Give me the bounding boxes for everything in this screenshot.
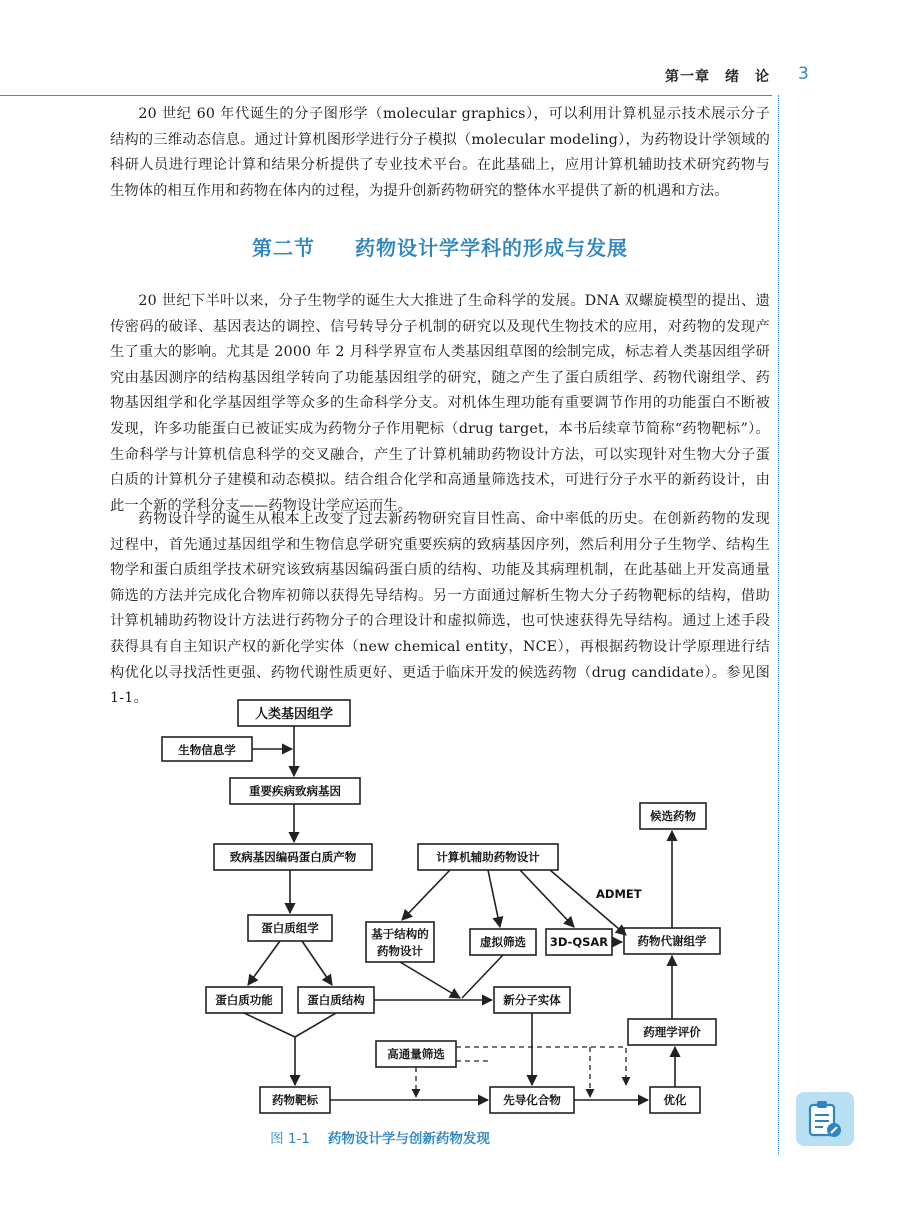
paragraph-1: 20 世纪 60 年代诞生的分子图形学（molecular graphics），可以利用计算机显示技术展示分子结构的三维动态信息。通过计算机图形学进行分子模拟（molecular modeling），为药物设计学领域的科研人员进行理论计算和结果分析提供了专业技术平台。在此基础上，应用计算机辅助技术研究药物与生物体的相互作用和药物在体内的过程，为提升创新药物研究的整体水平提供了新的机遇和方法。: [110, 106, 770, 199]
section-title: 药物设计学学科的形成与发展: [355, 236, 628, 260]
node-bioinformatics-label: 生物信息学: [178, 743, 236, 757]
side-badge[interactable]: [796, 1092, 854, 1146]
node-disease-gene-label: 重要疾病致病基因: [249, 784, 341, 798]
node-virtual-screening-label: 虚拟筛选: [480, 935, 526, 949]
edge-structure-merge: [295, 1013, 336, 1037]
admet-label: ADMET: [596, 887, 642, 901]
edge-proteomics-structure: [302, 941, 332, 985]
edge-cadd-sbdd: [402, 870, 450, 920]
node-human-genome-label: 人类基因组学: [254, 707, 334, 722]
flowchart-figure: [150, 695, 750, 1123]
edge-cadd-metabolomics: [550, 870, 626, 935]
clipboard-edit-icon: [807, 1099, 843, 1139]
node-optimization-label: 优化: [663, 1093, 687, 1107]
node-sbdd-label-1: 基于结构的: [371, 927, 429, 941]
edge-cadd-vs: [488, 870, 500, 927]
edge-sbdd-nce: [400, 962, 460, 998]
node-proteomics-label: 蛋白质组学: [261, 921, 319, 935]
edge-proteomics-function: [248, 941, 280, 985]
node-metabolomics-label: 药物代谢组学: [637, 934, 707, 948]
margin-rule: [778, 95, 779, 1155]
edge-hts-optimization: [456, 1047, 626, 1085]
figure-caption: [150, 1127, 610, 1147]
node-gene-product-label: 致病基因编码蛋白质产物: [229, 850, 357, 864]
figure-number: 图 1-1: [270, 1131, 310, 1147]
node-protein-structure-label: 蛋白质结构: [307, 993, 365, 1007]
edge-cadd-qsar: [520, 870, 574, 927]
node-cadd-label: 计算机辅助药物设计: [436, 850, 540, 864]
node-sbdd-label-2: 药物设计: [377, 944, 423, 958]
node-protein-function-label: 蛋白质功能: [215, 993, 273, 1007]
running-head: 第一章 绪 论: [665, 69, 770, 85]
node-3d-qsar-label: 3D-QSAR: [549, 935, 609, 949]
figure-caption-text: 药物设计学与创新药物发现: [327, 1131, 490, 1147]
node-candidate-label: 候选药物: [650, 809, 696, 823]
node-hts-label: 高通量筛选: [387, 1047, 445, 1061]
paragraph-3: 药物设计学的诞生从根本上改变了过去新药物研究盲目性高、命中率低的历史。在创新药物的发现过程中，首先通过基因组学和生物信息学研究重要疾病的致病基因序列，然后利用分子生物学、结构生物学和蛋白质组学技术研究该致病基因编码蛋白质的结构、功能及其病理机制，在此基础上开发高通量筛选的方法并完成化合物库初筛以获得先导结构。另一方面通过解析生物大分子药物靶标的结构，借助计算机辅助药物设计方法进行药物分子的合理设计和虚拟筛选，也可快速获得先导结构。通过上述手段获得具有自主知识产权的新化学实体（new chemical entity，NCE），再根据药物设计学原理进行结构优化以寻找活性更强、药物代谢性质更好、更适于临床开发的候选药物（drug candidate）。参见图 1-1。: [110, 511, 770, 707]
node-pharmacology-label: 药理学评价: [643, 1025, 701, 1039]
node-drug-target-label: 药物靶标: [272, 1093, 318, 1107]
node-lead-label: 先导化合物: [503, 1093, 561, 1107]
section-number: 第二节: [252, 236, 315, 260]
section-heading: [110, 232, 770, 261]
page-number: 3: [798, 64, 809, 84]
edge-function-merge: [244, 1013, 295, 1037]
node-nce-label: 新分子实体: [503, 993, 561, 1007]
header-rule: [0, 95, 772, 96]
paragraph-2: 20 世纪下半叶以来，分子生物学的诞生大大推进了生命科学的发展。DNA 双螺旋模型的提出、遗传密码的破译、基因表达的调控、信号转导分子机制的研究以及现代生物技术的应用，对药物的发现产生了重大的影响。尤其是 2000 年 2 月科学界宣布人类基因组草图的绘制完成，标志着人类基因组学研究由基因测序的结构基因组学转向了功能基因组学的研究，随之产生了蛋白质组学、药物代谢组学、药物基因组学和化学基因组学等众多的生命科学分支。对机体生理功能有重要调节作用的功能蛋白不断被发现，许多功能蛋白已被证实成为药物分子作用靶标（drug target，本书后续章节简称“药物靶标”）。生命科学与计算机信息科学的交叉融合，产生了计算机辅助药物设计方法，可以实现针对生物大分子蛋白质的计算机分子建模和动态模拟。结合组合化学和高通量筛选技术，可进行分子水平的新药设计，由此一个新的学科分支——药物设计学应运而生。: [110, 293, 770, 514]
